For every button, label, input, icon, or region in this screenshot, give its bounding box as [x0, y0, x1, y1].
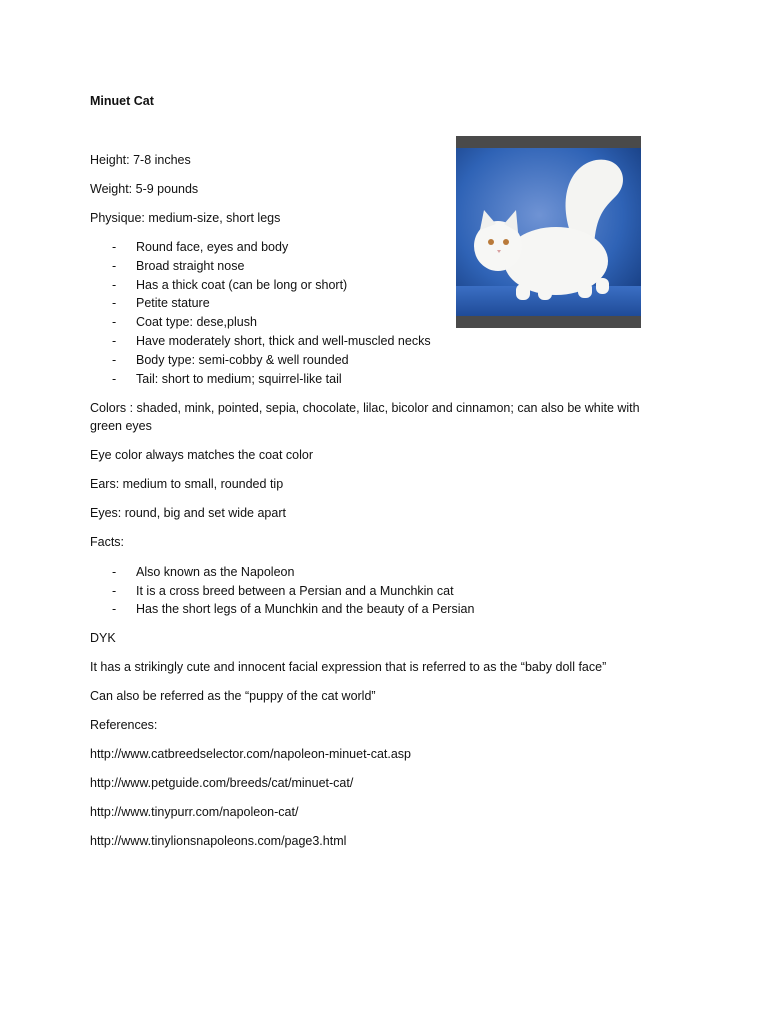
list-item-text: Have moderately short, thick and well-muscled necks — [136, 334, 431, 348]
list-item-text: It is a cross breed between a Persian and a Munchkin cat — [136, 584, 454, 598]
bullet-marker: - — [112, 372, 117, 386]
bullet-marker: - — [112, 584, 117, 598]
facts-heading: Facts: — [90, 535, 125, 549]
dyk-paragraph-2: Can also be referred as the “puppy of the cat world” — [90, 689, 376, 703]
references-heading: References: — [90, 718, 158, 732]
bullet-marker: - — [112, 278, 117, 292]
list-item-text: Coat type: dese,plush — [136, 315, 257, 329]
list-item-text: Round face, eyes and body — [136, 240, 289, 254]
white-cat-image — [456, 136, 641, 328]
eyes-line: Eyes: round, big and set wide apart — [90, 506, 286, 520]
height-line: Height: 7-8 inches — [90, 153, 191, 167]
list-item-text: Has a thick coat (can be long or short) — [136, 278, 348, 292]
reference-link[interactable]: http://www.catbreedselector.com/napoleon-minuet-cat.asp — [90, 747, 412, 761]
bullet-marker: - — [112, 602, 117, 616]
bullet-marker: - — [112, 315, 117, 329]
bullet-marker: - — [112, 296, 117, 310]
bullet-marker: - — [112, 240, 117, 254]
reference-link[interactable]: http://www.tinylionsnapoleons.com/page3.html — [90, 834, 347, 848]
list-item-text: Has the short legs of a Munchkin and the beauty of a Persian — [136, 602, 475, 616]
bullet-marker: - — [112, 353, 117, 367]
bullet-marker: - — [112, 334, 117, 348]
bullet-marker: - — [112, 565, 117, 579]
document-title: Minuet Cat — [90, 94, 154, 108]
dyk-heading: DYK — [90, 631, 116, 645]
weight-line: Weight: 5-9 pounds — [90, 182, 199, 196]
ears-line: Ears: medium to small, rounded tip — [90, 477, 284, 491]
list-item-text: Petite stature — [136, 296, 210, 310]
reference-link[interactable]: http://www.petguide.com/breeds/cat/minuet-cat/ — [90, 776, 354, 790]
cat-photo — [456, 136, 641, 328]
dyk-paragraph-1: It has a strikingly cute and innocent facial expression that is referred to as the “baby doll face” — [90, 660, 607, 674]
colors-paragraph: Colors : shaded, mink, pointed, sepia, chocolate, lilac, bicolor and cinnamon; can also be white with green eyes — [90, 401, 640, 433]
list-item-text: Also known as the Napoleon — [136, 565, 295, 579]
list-item-text: Body type: semi-cobby & well rounded — [136, 353, 349, 367]
list-item-text: Broad straight nose — [136, 259, 245, 273]
physique-line: Physique: medium-size, short legs — [90, 211, 281, 225]
bullet-marker: - — [112, 259, 117, 273]
reference-link[interactable]: http://www.tinypurr.com/napoleon-cat/ — [90, 805, 299, 819]
list-item-text: Tail: short to medium; squirrel-like tail — [136, 372, 342, 386]
eye-color-line: Eye color always matches the coat color — [90, 448, 314, 462]
